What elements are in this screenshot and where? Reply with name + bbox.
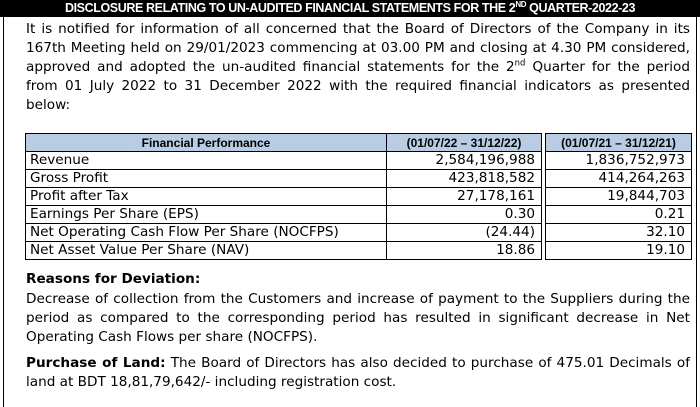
reasons-heading: Reasons for Deviation: <box>26 271 201 287</box>
row-previous-value: 19.10 <box>546 242 692 260</box>
table-row <box>26 206 692 224</box>
land-paragraph <box>26 354 690 392</box>
intro-superscript: nd <box>514 58 526 69</box>
reasons-paragraph: Decrease of collection from the Customers and increase of payment to the Suppliers during the period as compared to the corresponding period has resulted in significant decrease in Net Operating Cash Flows per share (NOCFPS). <box>26 291 690 345</box>
row-current-value: 2,584,196,988 <box>387 152 542 170</box>
header-current-period: (01/07/22 – 31/12/22) <box>387 134 542 152</box>
intro-text-2: Quarter for the period from 01 July 2022 to 31 December 2022 with the required financial indicators as presented below: <box>26 59 690 113</box>
financial-table <box>25 133 692 260</box>
table-header-row <box>26 134 692 152</box>
header-previous-period: (01/07/21 – 31/12/21) <box>546 134 692 152</box>
row-current-value: 18.86 <box>387 242 542 260</box>
row-previous-value: 0.21 <box>546 206 692 224</box>
title-main: DISCLOSURE RELATING TO UN-AUDITED FINANCIAL STATEMENTS FOR THE 2 <box>64 1 516 15</box>
row-label: Net Operating Cash Flow Per Share (NOCFPS) <box>26 224 387 242</box>
row-label: Earnings Per Share (EPS) <box>26 206 387 224</box>
header-financial-performance: Financial Performance <box>26 134 387 152</box>
row-previous-value: 32.10 <box>546 224 692 242</box>
row-label: Profit after Tax <box>26 188 387 206</box>
row-current-value: 0.30 <box>387 206 542 224</box>
intro-paragraph <box>26 20 690 115</box>
title-superscript: ND <box>515 0 527 9</box>
row-label: Net Asset Value Per Share (NAV) <box>26 242 387 260</box>
table-row <box>26 188 692 206</box>
title-tail: QUARTER-2022-23 <box>526 1 635 15</box>
row-current-value: 423,818,582 <box>387 170 542 188</box>
row-previous-value: 19,844,703 <box>546 188 692 206</box>
table-row <box>26 170 692 188</box>
row-current-value: 27,178,161 <box>387 188 542 206</box>
row-previous-value: 414,264,263 <box>546 170 692 188</box>
disclosure-title <box>0 0 700 17</box>
row-label: Revenue <box>26 152 387 170</box>
land-text: The Board of Directors has also decided to purchase of 475.01 Decimals of land at BDT 18,81,79,642/- including registration cost. <box>26 355 690 390</box>
row-current-value: (24.44) <box>387 224 542 242</box>
row-label: Gross Profit <box>26 170 387 188</box>
table-row <box>26 152 692 170</box>
land-heading: Purchase of Land: <box>26 355 166 371</box>
row-previous-value: 1,836,752,973 <box>546 152 692 170</box>
intro-text-1: It is notified for information of all concerned that the Board of Directors of the Company in its 167th Meeting held on 29/01/2023 commencing at 03.00 PM and closing at 4.30 PM considered, approved and adopted the un-audited financial statements for the 2 <box>26 21 690 75</box>
table-row <box>26 242 692 260</box>
table-row <box>26 224 692 242</box>
